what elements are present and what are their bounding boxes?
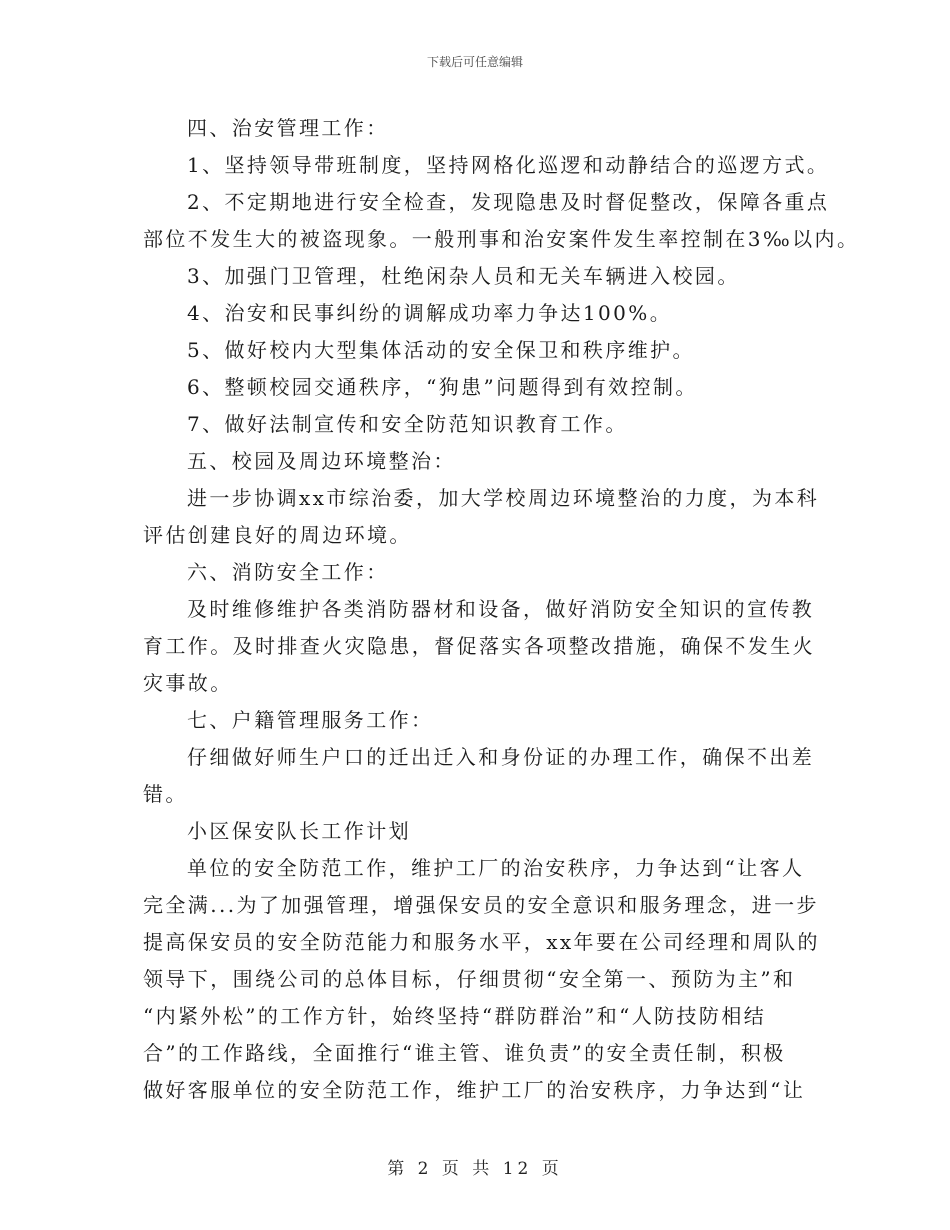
text-line: 部位不发生大的被盗现象。一般刑事和治安案件发生率控制在3‰以内。 — [143, 227, 860, 251]
text-line: 5、做好校内大型集体活动的安全保卫和秩序维护。 — [187, 338, 695, 362]
text-line: 小区保安队长工作计划 — [187, 819, 411, 843]
text-line: 7、做好法制宣传和安全防范知识教育工作。 — [187, 412, 628, 436]
text-line: 六、消防安全工作： — [187, 560, 389, 584]
text-line: 五、校园及周边环境整治： — [187, 449, 456, 473]
text-line: “内紧外松”的工作方针，始终坚持“群防群治”和“人防技防相结 — [143, 1004, 767, 1028]
text-line: 6、整顿校园交通秩序，“狗患”问题得到有效控制。 — [187, 375, 698, 399]
text-line: 合”的工作路线，全面推行“谁主管、谁负责”的安全责任制，积极 — [143, 1041, 786, 1065]
text-line: 错。 — [143, 782, 188, 806]
text-line: 仔细做好师生户口的迁出迁入和身份证的办理工作，确保不出差 — [187, 745, 815, 769]
text-line: 单位的安全防范工作，维护工厂的治安秩序，力争达到“让客人 — [187, 856, 805, 880]
text-line: 七、户籍管理服务工作： — [187, 708, 434, 732]
text-line: 及时维修维护各类消防器材和设备，做好消防安全知识的宣传教 — [187, 597, 815, 621]
text-line: 灾事故。 — [143, 671, 233, 695]
document-body — [143, 110, 860, 1109]
page-number-footer: 第 2 页 共 12 页 — [387, 1159, 563, 1179]
text-line: 提高保安员的安全防范能力和服务水平，xx年要在公司经理和周队的 — [143, 930, 820, 954]
text-line: 领导下，围绕公司的总体目标，仔细贯彻“安全第一、预防为主”和 — [143, 967, 796, 991]
text-line: 2、不定期地进行安全检查，发现隐患及时督促整改，保障各重点 — [187, 190, 830, 214]
text-line: 四、治安管理工作： — [187, 116, 389, 140]
page-header-note: 下载后可任意编辑 — [426, 55, 523, 69]
text-line: 做好客服单位的安全防范工作，维护工厂的治安秩序，力争达到“让 — [143, 1078, 806, 1102]
text-line: 完全满...为了加强管理，增强保安员的安全意识和服务理念，进一步 — [143, 893, 819, 917]
text-line: 评估创建良好的周边环境。 — [143, 523, 412, 547]
text-line: 育工作。及时排查火灾隐患，督促落实各项整改措施，确保不发生火 — [143, 634, 815, 658]
text-line: 3、加强门卫管理，杜绝闲杂人员和无关车辆进入校园。 — [187, 264, 740, 288]
text-line: 进一步协调xx市综治委，加大学校周边环境整治的力度，为本科 — [187, 486, 820, 510]
text-line: 1、坚持领导带班制度，坚持网格化巡逻和动静结合的巡逻方式。 — [187, 153, 830, 177]
text-line: 4、治安和民事纠纷的调解成功率力争达100%。 — [187, 301, 673, 325]
